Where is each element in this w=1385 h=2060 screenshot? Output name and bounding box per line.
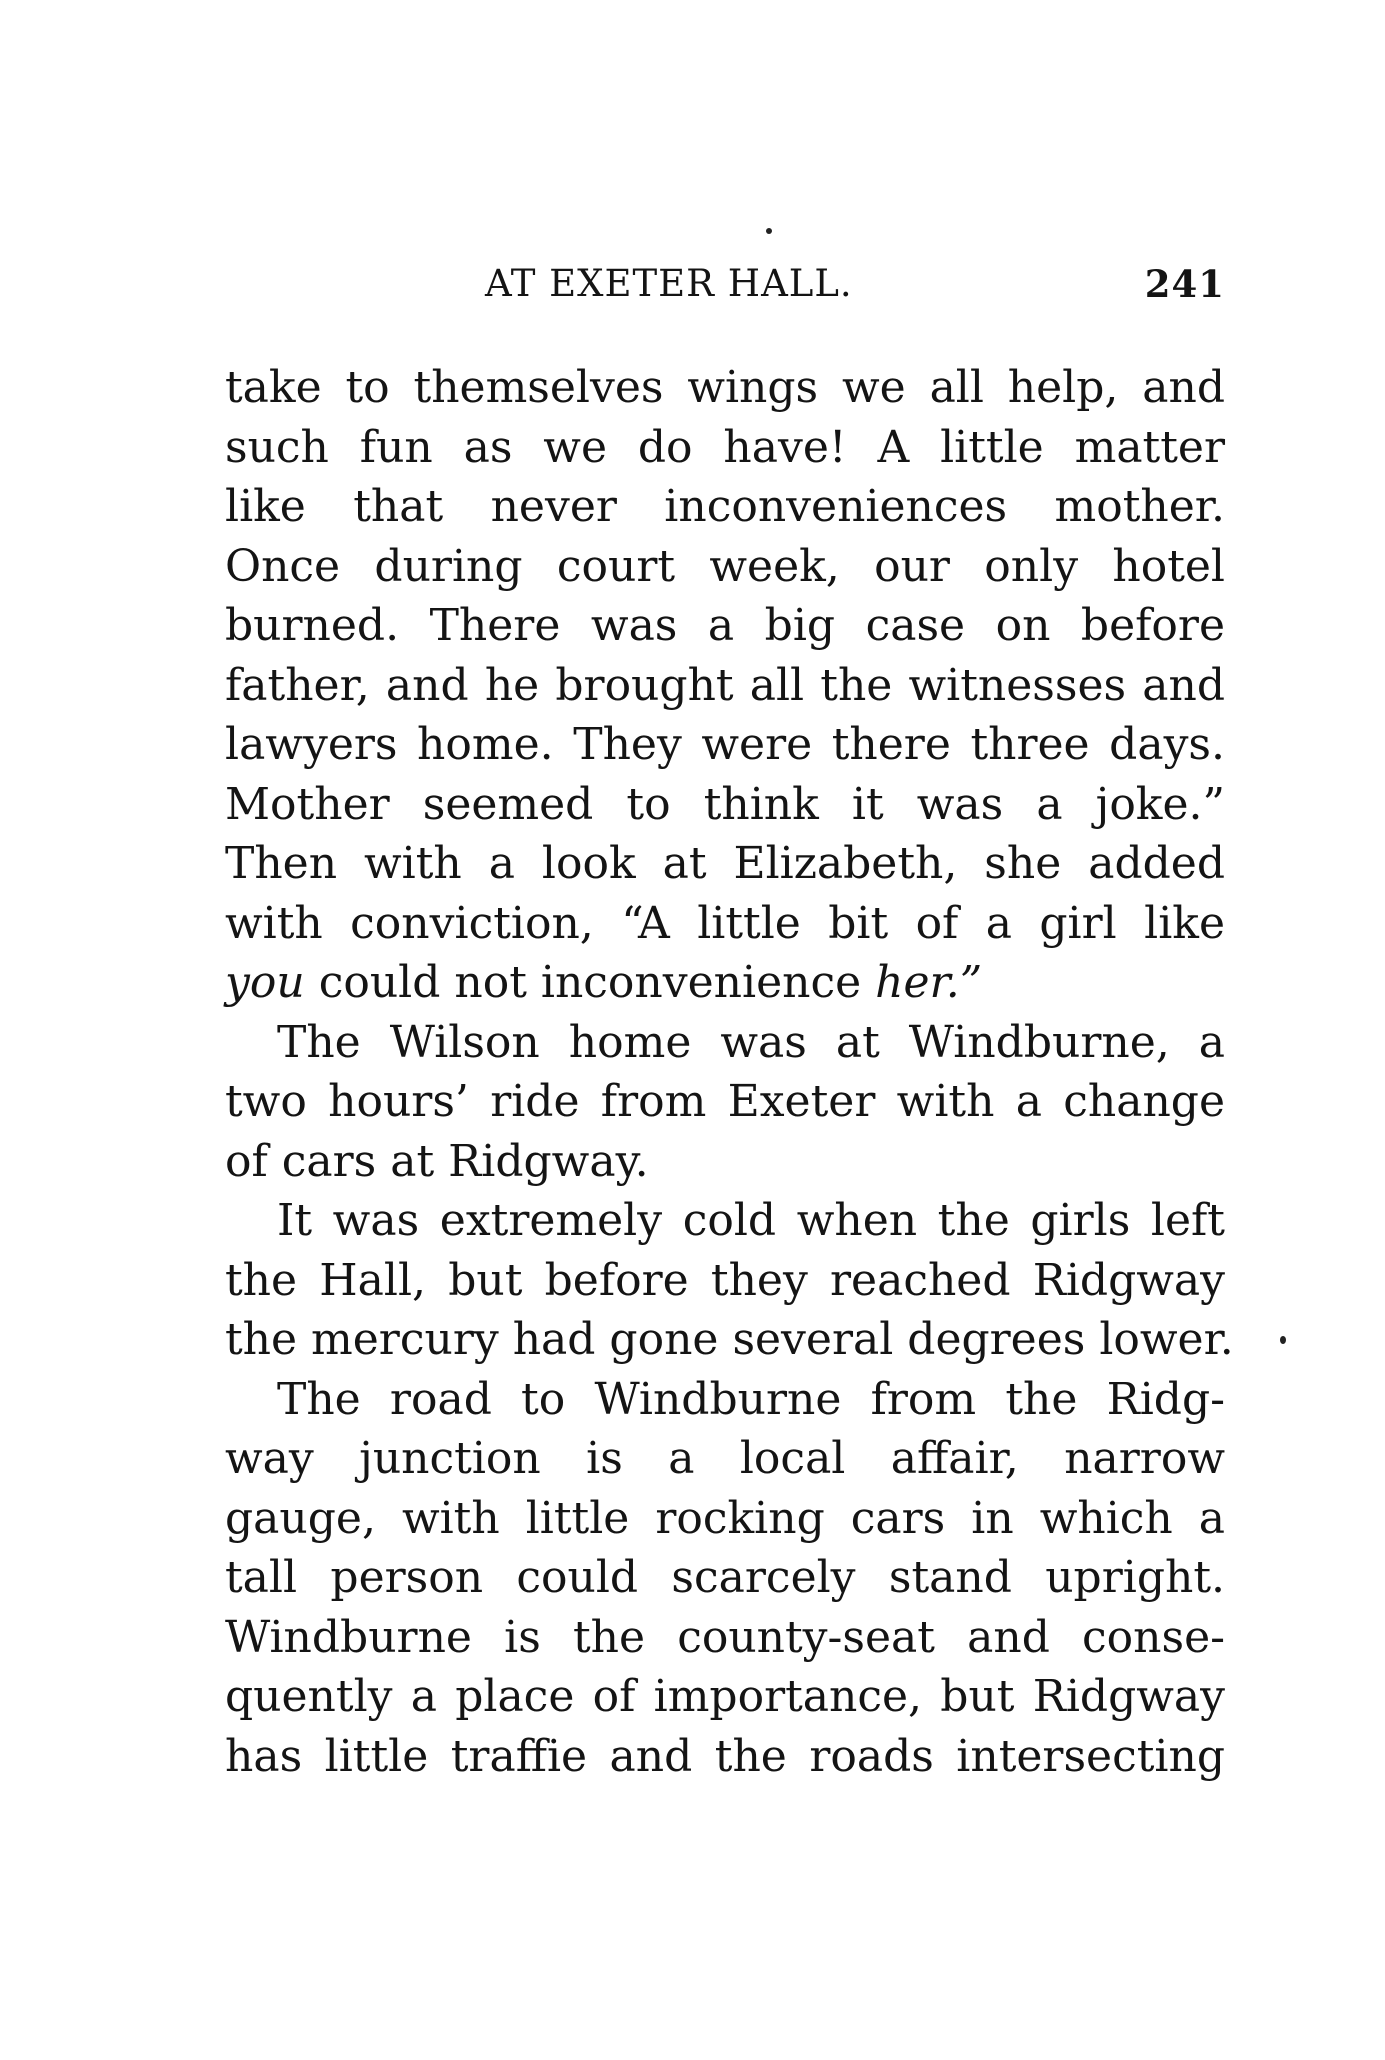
text-line: quently a place of importance, but Ridgway: [225, 1671, 1225, 1722]
ink-speck: [766, 228, 772, 234]
text-line: Windburne is the county-seat and conse-: [225, 1611, 1225, 1663]
text-line: Mother seemed to think it was a joke.”: [225, 778, 1225, 830]
text-line: Then with a look at Elizabeth, she added: [225, 838, 1225, 889]
emphasis-her: her.”: [875, 957, 983, 1008]
page-number: 241: [1144, 262, 1225, 306]
ink-speck: [1280, 1336, 1286, 1344]
body-text: [225, 358, 1234, 1786]
text-line: way junction is a local affair, narrow: [225, 1433, 1225, 1484]
text-line: such fun as we do have! A little matter: [225, 421, 1225, 473]
text-line: like that never inconveniences mother.: [225, 481, 1225, 532]
text-line: [225, 953, 1225, 1013]
text-line: burned. There was a big case on before: [225, 600, 1225, 651]
text-line: with conviction, “A little bit of a girl like: [225, 897, 1225, 949]
text-line: the mercury had gone several degrees lower.: [225, 1314, 1234, 1365]
text-line: lawyers home. They were there three days.: [225, 719, 1225, 770]
text-line: take to themselves wings we all help, and: [225, 362, 1225, 413]
text-fragment: could not inconvenience: [318, 957, 862, 1008]
text-line: father, and he brought all the witnesses and: [225, 659, 1225, 711]
text-line: has little traffie and the roads intersecting: [225, 1730, 1225, 1782]
text-line: The Wilson home was at Windburne, a: [277, 1016, 1225, 1068]
emphasis-you: you: [225, 957, 305, 1008]
text-line: the Hall, but before they reached Ridgway: [225, 1254, 1225, 1306]
text-line: Once during court week, our only hotel: [225, 540, 1225, 592]
text-line: gauge, with little rocking cars in which a: [225, 1492, 1225, 1544]
running-title: AT EXETER HALL.: [485, 262, 853, 305]
text-line: It was extremely cold when the girls left: [277, 1195, 1225, 1246]
text-line: The road to Windburne from the Ridg-: [277, 1373, 1225, 1425]
text-line: tall person could scarcely stand upright.: [225, 1552, 1225, 1603]
text-line: of cars at Ridgway.: [225, 1135, 649, 1187]
running-head: [225, 262, 1225, 312]
text-line: two hours’ ride from Exeter with a change: [225, 1076, 1225, 1127]
